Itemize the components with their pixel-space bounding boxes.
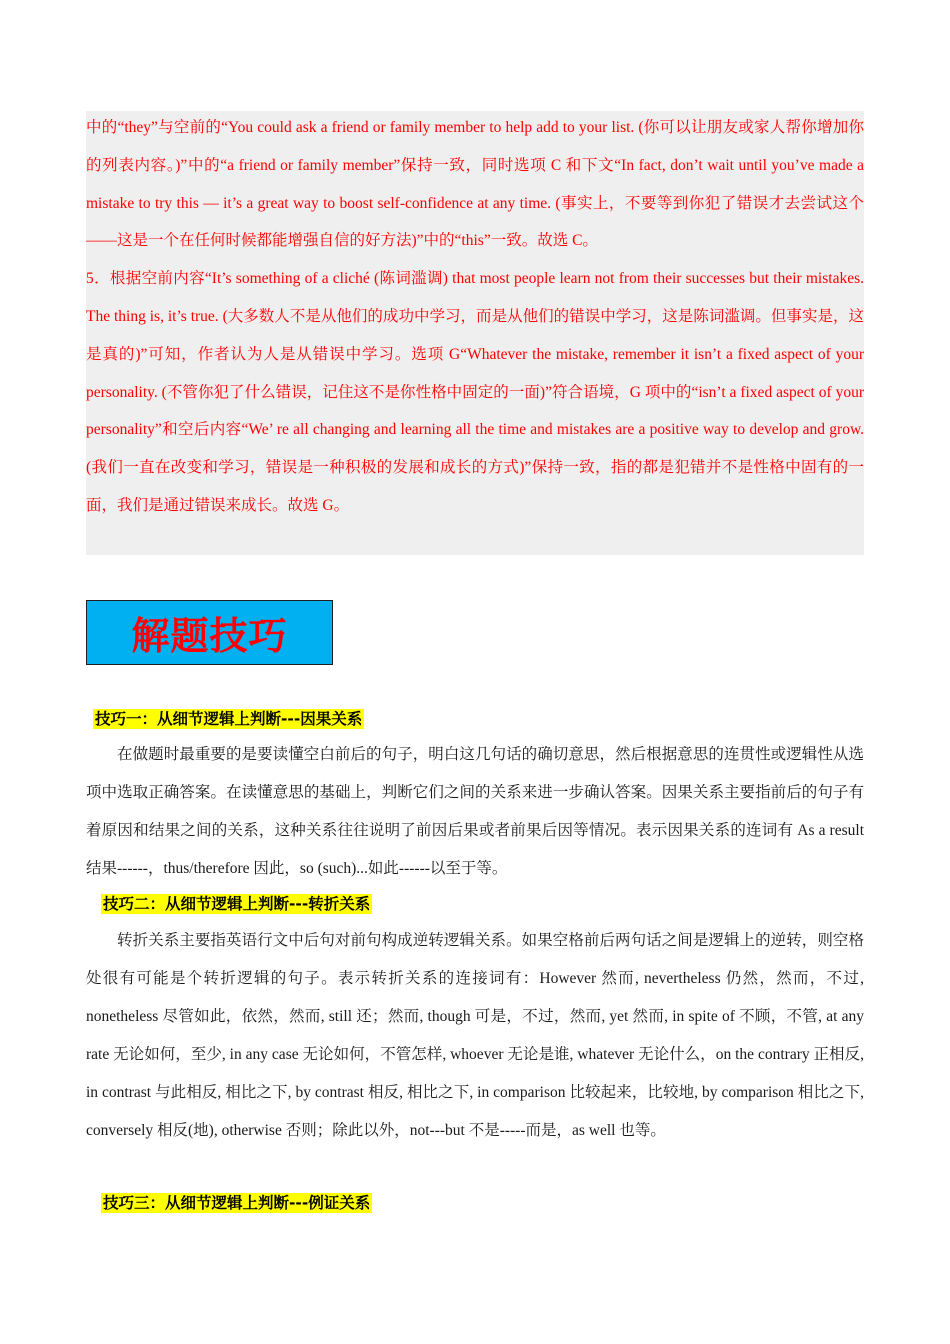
analysis-paragraph-1: 中的“they”与空前的“You could ask a friend or family member to help add to your list. (你可以让朋友或家人帮你增加你的列表内容。)”中的“a friend or family member”保持一致，同时选项 C 和下文“In fact, don’t wait until you’ve made a mistake to try this — it’s a great way to boost self-confidence at any time. (事实上，不要等到你犯了错误才去尝试这个——这是一个在任何时候都能增强自信的好方法)”中的“this”一致。故选 C。 <box>86 119 864 250</box>
tip-1-heading: 技巧一：从细节逻辑上判断---因果关系 <box>95 710 363 728</box>
analysis-text <box>86 109 864 525</box>
tip-2-heading: 技巧二：从细节逻辑上判断---转折关系 <box>103 895 371 913</box>
tip-1-body: 在做题时最重要的是要读懂空白前后的句子，明白这几句话的确切意思，然后根据意思的连贯性或逻辑性从选项中选取正确答案。在读懂意思的基础上，判断它们之间的关系来进一步确认答案。因果关系主要指前后的句子有着原因和结果之间的关系，这种关系往往说明了前因后果或者前果后因等情况。表示因果关系的连词有 As a result 结果------，thus/therefore 因此，so (such)...如此------以至于等。 <box>86 746 864 877</box>
section-title-box <box>86 600 333 665</box>
tip-3-heading: 技巧三：从细节逻辑上判断---例证关系 <box>103 1194 371 1212</box>
section-title: 解题技巧 <box>131 613 288 658</box>
tip-2-body: 转折关系主要指英语行文中后句对前句构成逆转逻辑关系。如果空格前后两句话之间是逻辑上的逆转，则空格处很有可能是个转折逻辑的句子。表示转折关系的连接词有：However 然而, nevertheless 仍然，然而，不过, nonetheless 尽管如此，依然，然而, still 还；然而, though 可是，不过，然而, yet 然而, in spite of 不顾，不管, at any rate 无论如何，至少, in any case 无论如何，不管怎样, whoever 无论是谁, whatever 无论什么，on the contrary 正相反, in contrast 与此相反, 相比之下, by contrast 相反, 相比之下, in comparison 比较起来，比较地, by comparison 相比之下, conversely 相反(地), otherwise 否则；除此以外，not---but 不是-----而是，as well 也等。 <box>86 932 864 1139</box>
analysis-paragraph-2: 5．根据空前内容“It’s something of a cliché (陈词滥调) that most people learn not from their successes but their mistakes. The thing is, it’s true. (大多数人不是从他们的成功中学习，而是从他们的错误中学习，这是陈词滥调。但事实是，这是真的)”可知，作者认为人是从错误中学习。选项 G“Whatever the mistake, remember it isn’t a fixed aspect of your personality. (不管你犯了什么错误，记住这不是你性格中固定的一面)”符合语境，G 项中的“isn’t a fixed aspect of your personality”和空后内容“We’ re all changing and learning all the time and mistakes are a positive way to develop and grow. (我们一直在改变和学习，错误是一种积极的发展和成长的方式)”保持一致，指的都是犯错并不是性格中固有的一面，我们是通过错误来成长。故选 G。 <box>86 270 864 514</box>
